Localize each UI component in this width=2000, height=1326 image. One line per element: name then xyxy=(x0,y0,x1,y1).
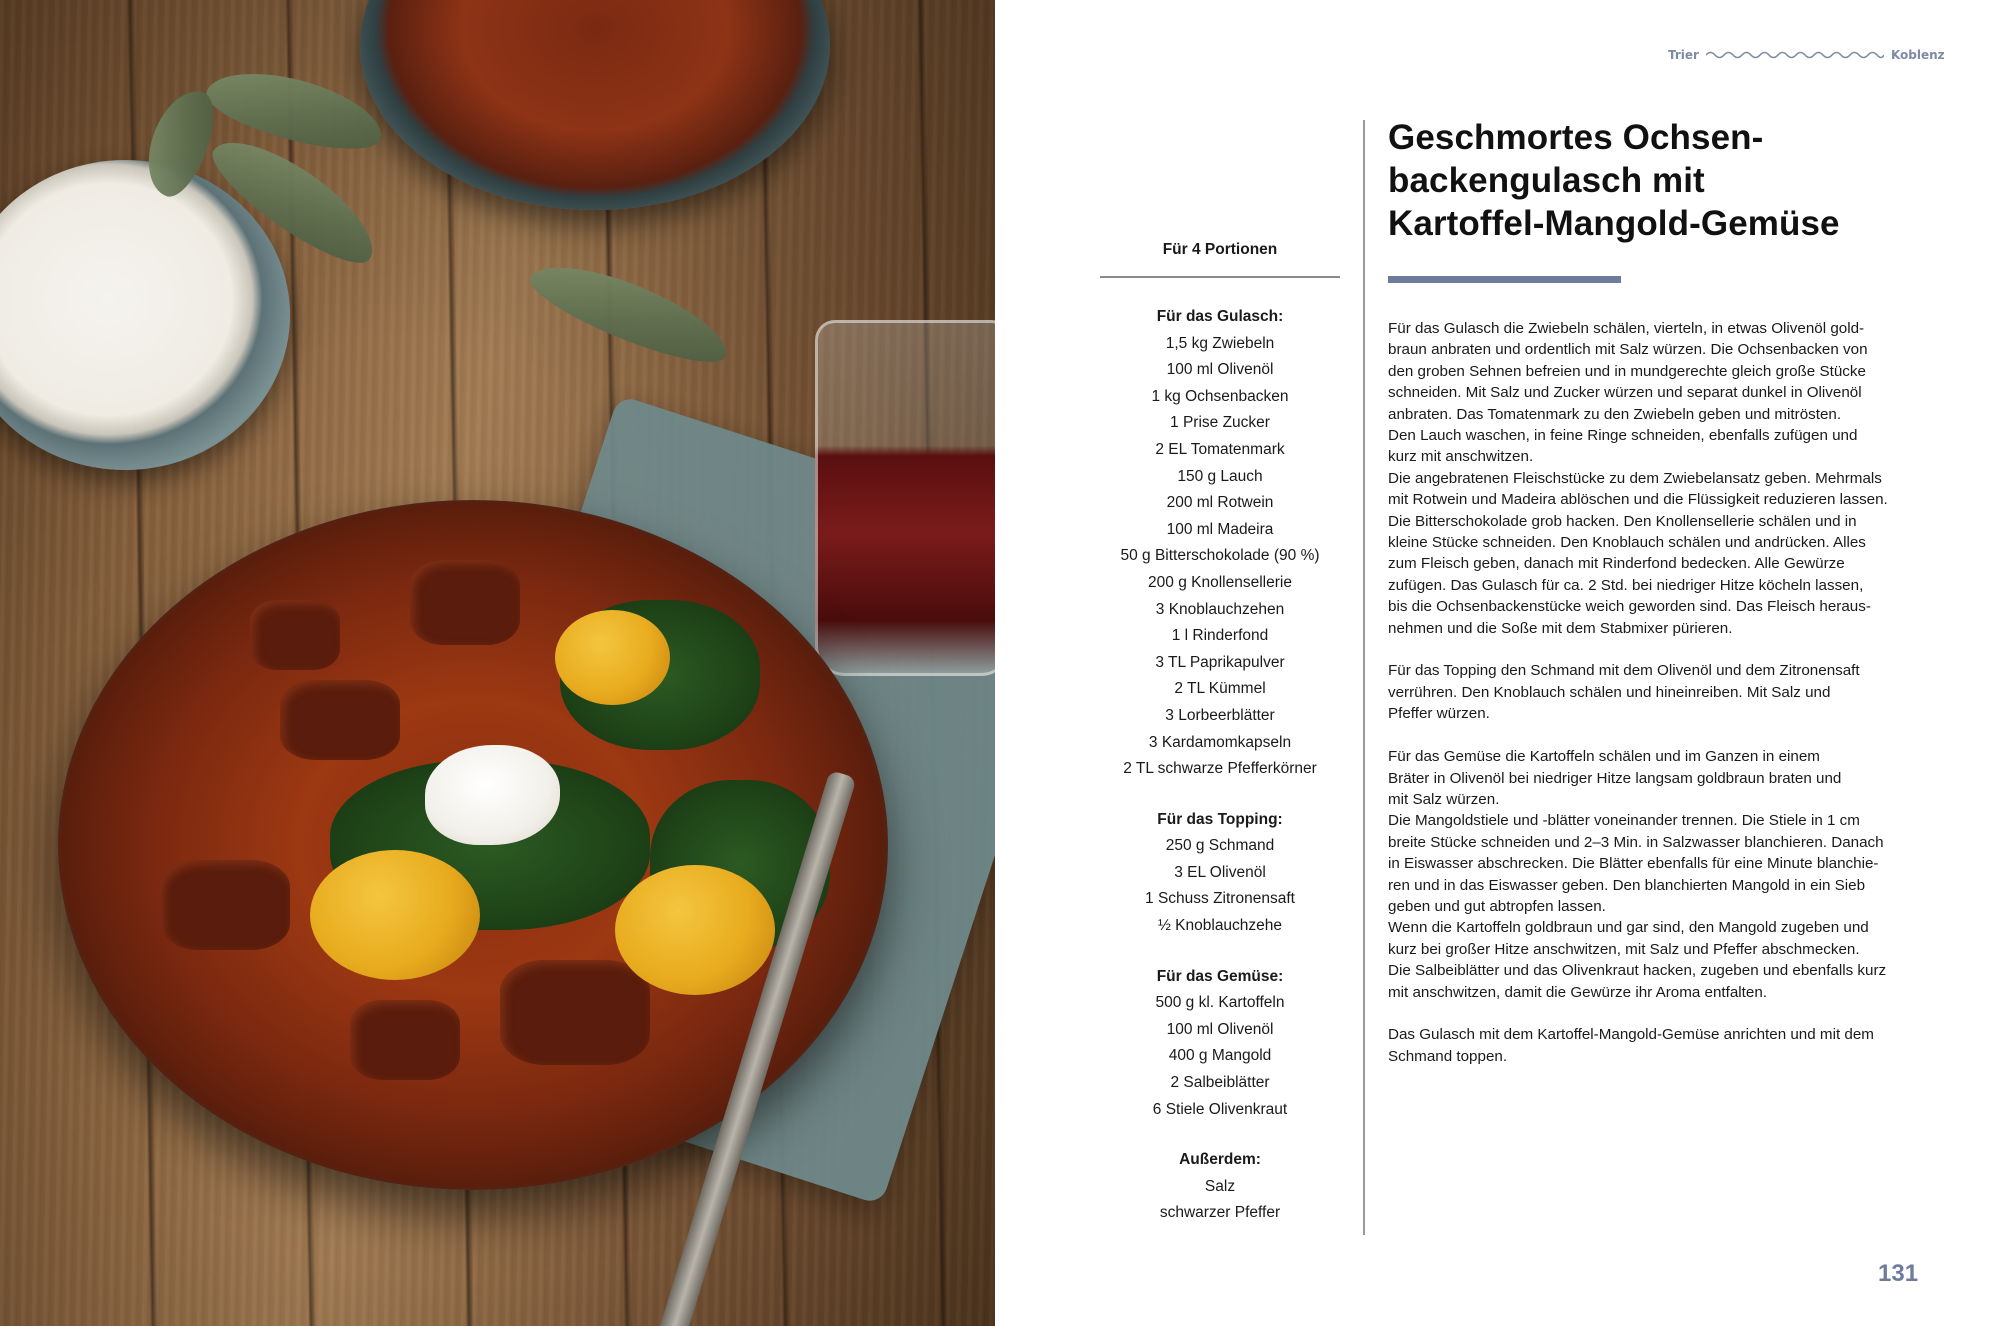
instruction-line: schneiden. Mit Salz und Zucker würzen und separat dunkel in Olivenöl xyxy=(1388,384,1862,402)
title-line: backengulasch mit xyxy=(1388,161,1705,200)
instruction-paragraph xyxy=(1388,318,1918,639)
page-number: 131 xyxy=(1878,1260,1919,1287)
title-line: Kartoffel-Mangold-Gemüse xyxy=(1388,204,1840,243)
instruction-line: geben und gut abtropfen lassen. xyxy=(1388,897,1606,915)
ingredient-item: 1 l Rinderfond xyxy=(1171,627,1269,645)
ingredient-item: 50 g Bitterschokolade (90 %) xyxy=(1120,547,1320,565)
meat-chunk xyxy=(500,960,650,1065)
ingredient-item: 250 g Schmand xyxy=(1165,837,1275,855)
ingredient-item: ½ Knoblauchzehe xyxy=(1157,917,1283,935)
instruction-line: ren und in das Eiswasser geben. Den blanchierten Mangold in ein Sieb xyxy=(1388,876,1866,894)
schmand-dollop xyxy=(425,745,560,845)
ingredient-item: 2 TL Kümmel xyxy=(1174,680,1266,698)
potato xyxy=(310,850,480,980)
ingredient-item: 1 Prise Zucker xyxy=(1170,414,1270,432)
ingredient-item: 2 Salbeiblätter xyxy=(1170,1074,1270,1092)
meat-chunk xyxy=(250,600,340,670)
meat-chunk xyxy=(160,860,290,950)
ingredient-group xyxy=(1100,1147,1340,1227)
ingredient-group xyxy=(1100,964,1340,1124)
instruction-line: breite Stücke schneiden und 2–3 Min. in Salzwasser blanchieren. Danach xyxy=(1388,833,1884,851)
ingredient-item: 1 kg Ochsenbacken xyxy=(1151,387,1289,405)
ingredient-item: 2 EL Tomatenmark xyxy=(1155,440,1285,458)
ingredient-rule xyxy=(1100,276,1340,278)
ingredient-list xyxy=(1100,240,1340,1251)
title-underline xyxy=(1388,276,1621,283)
food-photo xyxy=(0,0,995,1326)
instruction-line: mit anschwitzen, damit die Gewürze ihr Aroma entfalten. xyxy=(1388,983,1768,1001)
meat-chunk xyxy=(410,560,520,645)
ingredient-item: 200 g Knollensellerie xyxy=(1148,573,1292,591)
instruction-paragraph xyxy=(1388,660,1918,724)
ingredient-item: 1 Schuss Zitronensaft xyxy=(1145,890,1295,908)
ingredient-item: 1,5 kg Zwiebeln xyxy=(1165,334,1275,352)
ingredient-item: Salz xyxy=(1204,1177,1236,1195)
ingredient-item: 3 TL Paprikapulver xyxy=(1155,653,1285,671)
instruction-line: Schmand toppen. xyxy=(1388,1047,1508,1065)
ingredient-group xyxy=(1100,304,1340,783)
instruction-line: Wenn die Kartoffeln goldbraun und gar sind, den Mangold zugeben und xyxy=(1388,919,1869,937)
ingredient-item: 100 ml Olivenöl xyxy=(1166,1020,1274,1038)
ingredient-item: 3 EL Olivenöl xyxy=(1174,863,1266,881)
instruction-line: in Eiswasser abschrecken. Die Blätter ebenfalls für eine Minute blanchie- xyxy=(1388,855,1879,873)
ingredient-item: 150 g Lauch xyxy=(1177,467,1263,485)
instruction-line: den groben Sehnen befreien und in mundgerechte gleich große Stücke xyxy=(1388,362,1866,380)
ingredient-item: 200 ml Rotwein xyxy=(1166,494,1274,512)
ingredient-item: 3 Knoblauchzehen xyxy=(1155,600,1285,618)
ingredient-item: 3 Lorbeerblätter xyxy=(1165,706,1275,724)
running-head-left: Trier xyxy=(1668,48,1699,62)
ingredient-item: 100 ml Madeira xyxy=(1166,520,1274,538)
instruction-line: bis die Ochsenbackenstücke weich geworden sind. Das Fleisch heraus- xyxy=(1388,598,1871,616)
portions-label: Für 4 Portionen xyxy=(1162,241,1278,258)
instruction-line: mit Rotwein und Madeira ablöschen und die Flüssigkeit reduzieren lassen. xyxy=(1388,491,1888,509)
instruction-paragraph xyxy=(1388,1024,1918,1067)
ingredient-group-heading: Für das Topping: xyxy=(1157,810,1283,828)
instruction-line: verrühren. Den Knoblauch schälen und hineinreiben. Mit Salz und xyxy=(1388,683,1831,701)
ingredient-group xyxy=(1100,807,1340,940)
instruction-line: Für das Gemüse die Kartoffeln schälen und im Ganzen in einem xyxy=(1388,748,1820,766)
instruction-line: Für das Topping den Schmand mit dem Olivenöl und dem Zitronensaft xyxy=(1388,662,1860,680)
ingredient-item: 500 g kl. Kartoffeln xyxy=(1155,994,1285,1012)
ingredient-group-heading: Für das Gulasch: xyxy=(1156,308,1284,325)
running-head xyxy=(1668,48,1945,62)
instruction-line: Den Lauch waschen, in feine Ringe schneiden, ebenfalls zufügen und xyxy=(1388,427,1858,445)
instruction-line: braun anbraten und ordentlich mit Salz würzen. Die Ochsenbacken von xyxy=(1388,341,1868,359)
instruction-line: kleine Stücke schneiden. Den Knoblauch schälen und andrücken. Alles xyxy=(1388,534,1866,552)
ingredient-item: 100 ml Olivenöl xyxy=(1166,361,1274,379)
running-head-right: Koblenz xyxy=(1890,48,1945,62)
ingredient-group-heading: Für das Gemüse: xyxy=(1156,967,1284,985)
title-line: Geschmortes Ochsen- xyxy=(1388,118,1764,157)
instruction-line: Die Mangoldstiele und -blätter voneinander trennen. Die Stiele in 1 cm xyxy=(1388,812,1860,830)
instruction-line: Das Gulasch mit dem Kartoffel-Mangold-Gemüse anrichten und mit dem xyxy=(1388,1026,1874,1044)
column-divider xyxy=(1363,120,1365,1235)
instruction-line: Die angebratenen Fleischstücke zu dem Zwiebelansatz geben. Mehrmals xyxy=(1388,469,1882,487)
instructions xyxy=(1388,318,1918,1089)
instruction-line: zum Fleisch geben, danach mit Rinderfond bedecken. Alle Gewürze xyxy=(1388,555,1845,573)
ingredient-groups xyxy=(1100,304,1340,1227)
instruction-line: Pfeffer würzen. xyxy=(1388,705,1490,723)
recipe-title xyxy=(1388,116,1908,245)
instruction-line: anbraten. Das Tomatenmark zu den Zwiebeln geben und mitrösten. xyxy=(1388,405,1842,423)
instruction-line: Bräter in Olivenöl bei niedriger Hitze langsam goldbraun braten und xyxy=(1388,769,1842,787)
instruction-line: Die Salbeiblätter und das Olivenkraut hacken, zugeben und ebenfalls kurz xyxy=(1388,962,1887,980)
meat-chunk xyxy=(280,680,400,760)
potato xyxy=(555,610,670,705)
ingredient-item: 2 TL schwarze Pfefferkörner xyxy=(1123,760,1317,778)
ingredient-item: 400 g Mangold xyxy=(1168,1047,1272,1065)
instruction-line: zufügen. Das Gulasch für ca. 2 Std. bei niedriger Hitze köcheln lassen, xyxy=(1388,576,1864,594)
instruction-line: nehmen und die Soße mit dem Stabmixer pürieren. xyxy=(1388,619,1733,637)
ingredient-item: 6 Stiele Olivenkraut xyxy=(1152,1100,1288,1118)
instruction-line: Für das Gulasch die Zwiebeln schälen, vierteln, in etwas Olivenöl gold- xyxy=(1388,320,1865,337)
instruction-line: Die Bitterschokolade grob hacken. Den Knollensellerie schälen und in xyxy=(1388,512,1857,530)
meat-chunk xyxy=(350,1000,460,1080)
wave-icon xyxy=(1706,50,1884,60)
wine-glass xyxy=(815,320,995,676)
ingredient-item: 3 Kardamomkapseln xyxy=(1148,733,1292,751)
potato xyxy=(615,865,775,995)
instruction-line: kurz bei großer Hitze anschwitzen, mit Salz und Pfeffer abschmecken. xyxy=(1388,940,1860,958)
instruction-line: mit Salz würzen. xyxy=(1388,790,1500,808)
ingredient-group-heading: Außerdem: xyxy=(1179,1151,1261,1169)
ingredient-item: schwarzer Pfeffer xyxy=(1159,1204,1281,1222)
instruction-paragraph xyxy=(1388,746,1918,1003)
instruction-line: kurz mit anschwitzen. xyxy=(1388,448,1534,466)
